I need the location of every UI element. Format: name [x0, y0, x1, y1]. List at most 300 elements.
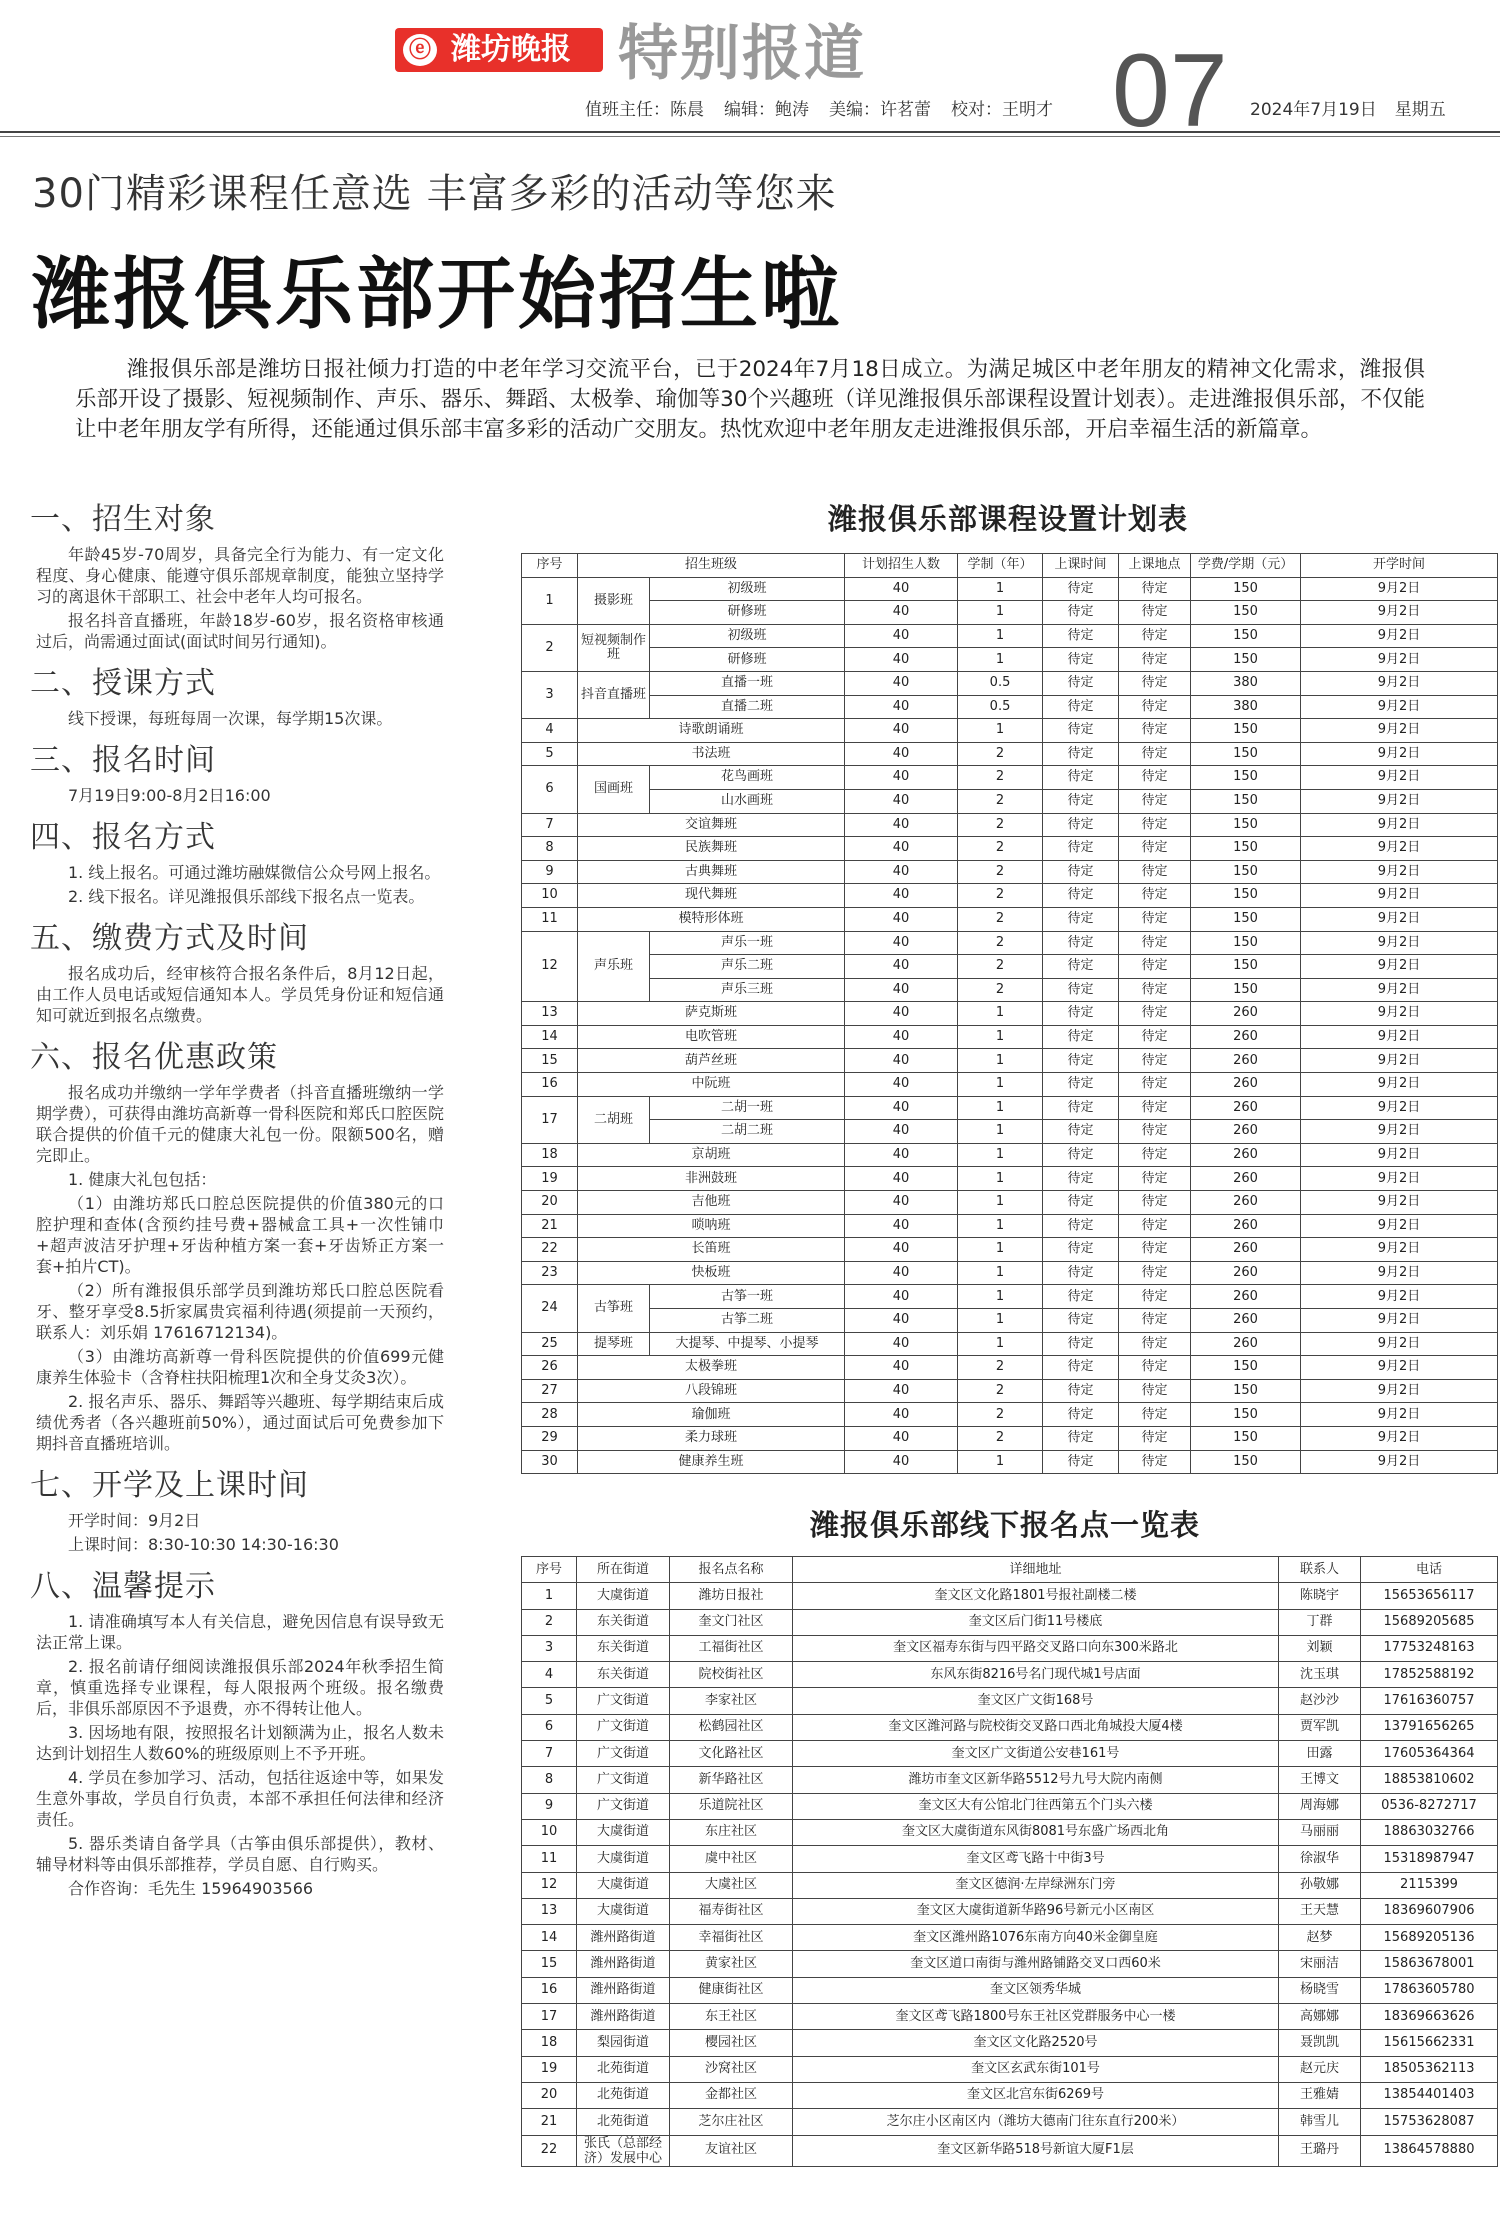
section-paragraph: 2. 线下报名。详见潍报俱乐部线下报名点一览表。	[68, 887, 425, 906]
table-cell: 直播一班	[650, 671, 845, 695]
table-cell: 18369663626	[1361, 2004, 1498, 2030]
table-cell: 潍州路街道	[577, 2004, 670, 2030]
table-cell: 40	[845, 1285, 958, 1309]
table-row	[522, 955, 1498, 979]
course-number: 29	[522, 1426, 578, 1450]
table-cell: 奎文区文化路1801号报社副楼二楼	[793, 1583, 1279, 1609]
table-cell: 260	[1191, 1167, 1301, 1191]
table-cell: 150	[1191, 1426, 1301, 1450]
table-cell: 260	[1191, 1049, 1301, 1073]
course-number: 27	[522, 1379, 578, 1403]
table-cell: 待定	[1119, 1285, 1191, 1309]
table-row	[522, 719, 1498, 743]
section-paragraph: 开学时间：9月2日	[68, 1511, 201, 1530]
table-row	[522, 1767, 1498, 1793]
section-heading: 五、缴费方式及时间	[30, 921, 309, 956]
table-cell: 徐淑华	[1279, 1846, 1361, 1872]
table-cell: 8	[522, 1767, 577, 1793]
table-cell: 40	[845, 907, 958, 931]
table-header-row	[522, 1557, 1498, 1583]
course-number: 22	[522, 1238, 578, 1262]
table-row	[522, 860, 1498, 884]
course-number: 11	[522, 907, 578, 931]
table-cell: 待定	[1043, 648, 1119, 672]
column-header: 学费/学期（元）	[1191, 554, 1301, 578]
table-cell: 长笛班	[578, 1238, 845, 1262]
table-cell: 东关街道	[577, 1609, 670, 1635]
table-cell: 待定	[1119, 1049, 1191, 1073]
column-header: 序号	[522, 1557, 577, 1583]
table-cell: 150	[1191, 978, 1301, 1002]
header-rule-thin	[0, 136, 1500, 137]
table-cell: 40	[845, 1450, 958, 1474]
table-cell: 待定	[1043, 1426, 1119, 1450]
table-cell: 13791656265	[1361, 1714, 1498, 1740]
table-cell: 9月2日	[1301, 742, 1498, 766]
section-heading: 七、开学及上课时间	[30, 1468, 309, 1503]
table-cell: 150	[1191, 789, 1301, 813]
column-header: 所在街道	[577, 1557, 670, 1583]
table-cell: 待定	[1119, 907, 1191, 931]
table-cell: 4	[522, 1662, 577, 1688]
table-cell: 刘颖	[1279, 1635, 1361, 1661]
table-cell: 东王社区	[670, 2004, 793, 2030]
table-cell: 2115399	[1361, 1872, 1498, 1898]
table-cell: 40	[845, 601, 958, 625]
table-cell: 260	[1191, 1309, 1301, 1333]
credit-duty-chief: 值班主任：陈晨	[585, 100, 704, 120]
table-cell: 待定	[1043, 1214, 1119, 1238]
table-cell: 待定	[1119, 1073, 1191, 1097]
table-cell: 黄家社区	[670, 1951, 793, 1977]
table-cell: 17616360757	[1361, 1688, 1498, 1714]
course-number: 13	[522, 1002, 578, 1026]
table-cell: 150	[1191, 624, 1301, 648]
table-cell: 待定	[1043, 1120, 1119, 1144]
table-cell: 9月2日	[1301, 1025, 1498, 1049]
table-cell: 9月2日	[1301, 1002, 1498, 1026]
course-number: 30	[522, 1450, 578, 1474]
table-cell: 北苑街道	[577, 2082, 670, 2108]
table-cell: 2	[958, 1403, 1043, 1427]
table-cell: 1	[958, 1285, 1043, 1309]
table-cell: 9月2日	[1301, 1285, 1498, 1309]
table-cell: 待定	[1119, 1379, 1191, 1403]
table-cell: 40	[845, 884, 958, 908]
table-row	[522, 1403, 1498, 1427]
section-paragraph: 线下授课，每班每周一次课，每学期15次课。	[68, 709, 393, 728]
table-cell: 电吹管班	[578, 1025, 845, 1049]
table-row	[522, 1450, 1498, 1474]
table-cell: 待定	[1043, 978, 1119, 1002]
table-cell: 待定	[1119, 1356, 1191, 1380]
table-cell: 6	[522, 1714, 577, 1740]
section-paragraph: （3）由潍坊高新尊一骨科医院提供的价值699元健康养生体验卡（含脊柱扶阳梳理1次和全身艾灸3次）。	[36, 1347, 444, 1387]
table-cell: 9月2日	[1301, 1238, 1498, 1262]
table-cell: 韩雪儿	[1279, 2109, 1361, 2135]
newspaper-logo	[395, 28, 603, 72]
table-cell: 9月2日	[1301, 884, 1498, 908]
table-cell: 40	[845, 1025, 958, 1049]
course-category: 提琴班	[578, 1332, 650, 1356]
table-cell: 待定	[1043, 601, 1119, 625]
table-cell: 八段锦班	[578, 1379, 845, 1403]
table-cell: 广文街道	[577, 1741, 670, 1767]
section-paragraph: 年龄45岁-70周岁，具备完全行为能力、有一定文化程度、身心健康、能遵守俱乐部规章制度，能独立坚持学习的离退休干部职工、社会中老年人均可报名。	[36, 545, 444, 606]
table-cell: 150	[1191, 837, 1301, 861]
table-cell: 10	[522, 1819, 577, 1845]
table-cell: 待定	[1043, 1167, 1119, 1191]
table-cell: 待定	[1119, 1214, 1191, 1238]
table-row	[522, 766, 1498, 790]
header-rule	[0, 131, 1500, 133]
table-cell: 声乐三班	[650, 978, 845, 1002]
table-row	[522, 1977, 1498, 2003]
table-cell: 260	[1191, 1191, 1301, 1215]
table-cell: 聂凯凯	[1279, 2030, 1361, 2056]
table-cell: 待定	[1119, 1332, 1191, 1356]
table-cell: 18369607906	[1361, 1898, 1498, 1924]
table-cell: 奎文区潍河路与院校街交叉路口西北角城投大厦4楼	[793, 1714, 1279, 1740]
table-cell: 待定	[1119, 695, 1191, 719]
table-cell: 3	[522, 1635, 577, 1661]
table-cell: 奎文区潍州路1076东南方向40米金御皇庭	[793, 1925, 1279, 1951]
table-cell: 15	[522, 1951, 577, 1977]
table-cell: 交谊舞班	[578, 813, 845, 837]
table-cell: 150	[1191, 1450, 1301, 1474]
table-cell: 瑜伽班	[578, 1403, 845, 1427]
table-cell: 潍坊日报社	[670, 1583, 793, 1609]
article-intro: 潍报俱乐部是潍坊日报社倾力打造的中老年学习交流平台，已于2024年7月18日成立。为满足城区中老年朋友的精神文化需求，潍报俱乐部开设了摄影、短视频制作、声乐、器乐、舞蹈、太极拳、瑜伽等30个兴趣班（详见潍报俱乐部课程设置计划表）。走进潍报俱乐部，不仅能让中老年朋友学有所得，还能通过俱乐部丰富多彩的活动广交朋友。热忱欢迎中老年朋友走进潍报俱乐部，开启幸福生活的新篇章。	[75, 357, 1425, 442]
table-cell: 9	[522, 1793, 577, 1819]
editor-credits	[585, 95, 1073, 120]
table-cell: 待定	[1119, 884, 1191, 908]
table-cell: 9月2日	[1301, 1143, 1498, 1167]
table-cell: 40	[845, 742, 958, 766]
table-cell: 王璐丹	[1279, 2135, 1361, 2166]
table-row	[522, 907, 1498, 931]
section-heading: 三、报名时间	[30, 743, 216, 778]
table-cell: 40	[845, 789, 958, 813]
table-cell: 陈晓宇	[1279, 1583, 1361, 1609]
table-cell: 150	[1191, 955, 1301, 979]
table-cell: 待定	[1043, 1261, 1119, 1285]
table-cell: 9月2日	[1301, 624, 1498, 648]
table-cell: 待定	[1043, 1002, 1119, 1026]
section-name: 特别报道	[618, 19, 866, 89]
column-header: 序号	[522, 554, 578, 578]
table-cell: 待定	[1043, 1096, 1119, 1120]
table-row	[522, 1925, 1498, 1951]
table-cell: 太极拳班	[578, 1356, 845, 1380]
table-cell: 9月2日	[1301, 813, 1498, 837]
table-cell: 周海娜	[1279, 1793, 1361, 1819]
table-cell: 9月2日	[1301, 1191, 1498, 1215]
table-cell: 260	[1191, 1285, 1301, 1309]
table-cell: 150	[1191, 931, 1301, 955]
table-cell: 广文街道	[577, 1793, 670, 1819]
table-cell: 260	[1191, 1025, 1301, 1049]
table-row	[522, 1238, 1498, 1262]
table-cell: 现代舞班	[578, 884, 845, 908]
table-row	[522, 2082, 1498, 2108]
table-cell: 奎文门社区	[670, 1609, 793, 1635]
table-cell: 广文街道	[577, 1688, 670, 1714]
table-row	[522, 1025, 1498, 1049]
table-cell: 1	[958, 1332, 1043, 1356]
table-cell: 待定	[1043, 884, 1119, 908]
table-row	[522, 1049, 1498, 1073]
table-cell: 1	[958, 624, 1043, 648]
table-cell: 2	[522, 1609, 577, 1635]
table-cell: 9月2日	[1301, 601, 1498, 625]
table-cell: 古筝一班	[650, 1285, 845, 1309]
table-cell: 葫芦丝班	[578, 1049, 845, 1073]
column-header: 开学时间	[1301, 554, 1498, 578]
table-cell: 张氏（总部经济）发展中心	[577, 2135, 670, 2166]
table-cell: 150	[1191, 742, 1301, 766]
table-cell: 9月2日	[1301, 789, 1498, 813]
table-row	[522, 1662, 1498, 1688]
course-number: 1	[522, 577, 578, 624]
table-row	[522, 1143, 1498, 1167]
course-category: 国画班	[578, 766, 650, 813]
column-header: 报名点名称	[670, 1557, 793, 1583]
table-row	[522, 1073, 1498, 1097]
table-cell: 大虞街道	[577, 1819, 670, 1845]
table-cell: 奎文区后门街11号楼底	[793, 1609, 1279, 1635]
table-row	[522, 1309, 1498, 1333]
table-cell: 40	[845, 1309, 958, 1333]
table-cell: 奎文区大虞街道东风街8081号东盛广场西北角	[793, 1819, 1279, 1845]
table-cell: 40	[845, 1356, 958, 1380]
table-cell: 贾军凯	[1279, 1714, 1361, 1740]
table-cell: 1	[958, 648, 1043, 672]
credit-proofreader: 校对：王明才	[951, 100, 1053, 120]
table-cell: 梨园街道	[577, 2030, 670, 2056]
table-cell: 9月2日	[1301, 907, 1498, 931]
table-row	[522, 1609, 1498, 1635]
table-cell: 40	[845, 1379, 958, 1403]
table-cell: 待定	[1043, 719, 1119, 743]
table-cell: 1	[958, 601, 1043, 625]
table-cell: 9月2日	[1301, 719, 1498, 743]
section-paragraph: 7月19日9:00-8月2日16:00	[68, 786, 271, 805]
table-cell: 研修班	[650, 648, 845, 672]
table-cell: 工福街社区	[670, 1635, 793, 1661]
credit-art-editor: 美编：许茗蕾	[829, 100, 931, 120]
table-row	[522, 1096, 1498, 1120]
table-cell: 潍坊市奎文区新华路5512号九号大院内南侧	[793, 1767, 1279, 1793]
section-paragraph: 1. 线上报名。可通过潍坊融媒微信公众号网上报名。	[68, 863, 441, 882]
table-cell: 大提琴、中提琴、小提琴	[650, 1332, 845, 1356]
dateline	[1250, 95, 1464, 120]
table-cell: 1	[958, 1025, 1043, 1049]
table-cell: 9月2日	[1301, 1379, 1498, 1403]
table-cell: 待定	[1119, 813, 1191, 837]
table-cell: 待定	[1119, 1261, 1191, 1285]
table-cell: 9月2日	[1301, 1073, 1498, 1097]
table-cell: 2	[958, 931, 1043, 955]
table-row	[522, 813, 1498, 837]
column-header: 联系人	[1279, 1557, 1361, 1583]
table-cell: 15318987947	[1361, 1846, 1498, 1872]
table-cell: 奎文区福寿东街与四平路交叉路口向东300米路北	[793, 1635, 1279, 1661]
table-cell: 诗歌朗诵班	[578, 719, 845, 743]
table-cell: 待定	[1119, 719, 1191, 743]
table-cell: 快板班	[578, 1261, 845, 1285]
table-cell: 1	[958, 1261, 1043, 1285]
enrollment-notes-column	[30, 488, 450, 1902]
table-cell: 40	[845, 1073, 958, 1097]
table-cell: 待定	[1043, 1238, 1119, 1262]
table-cell: 17863605780	[1361, 1977, 1498, 2003]
table-cell: 21	[522, 2109, 577, 2135]
table-cell: 1	[958, 1096, 1043, 1120]
table-cell: 待定	[1119, 624, 1191, 648]
table-cell: 待定	[1119, 789, 1191, 813]
table-cell: 田露	[1279, 1741, 1361, 1767]
table-cell: 9月2日	[1301, 1426, 1498, 1450]
table-cell: 赵元庆	[1279, 2056, 1361, 2082]
table-cell: 奎文区大有公馆北门往西第五个门头六楼	[793, 1793, 1279, 1819]
table-cell: 待定	[1119, 931, 1191, 955]
table-cell: 150	[1191, 884, 1301, 908]
table-cell: 5	[522, 1688, 577, 1714]
table-cell: 李家社区	[670, 1688, 793, 1714]
table-cell: 研修班	[650, 601, 845, 625]
table-cell: 初级班	[650, 577, 845, 601]
table-cell: 40	[845, 1191, 958, 1215]
table-cell: 潍州路街道	[577, 1977, 670, 2003]
table-cell: 大虞街道	[577, 1872, 670, 1898]
table-cell: 1	[958, 719, 1043, 743]
table-row	[522, 884, 1498, 908]
table-cell: 150	[1191, 907, 1301, 931]
course-category: 短视频制作班	[578, 624, 650, 671]
course-number: 4	[522, 719, 578, 743]
table-cell: 吉他班	[578, 1191, 845, 1215]
table-cell: 9月2日	[1301, 955, 1498, 979]
section-heading: 一、招生对象	[30, 502, 216, 537]
table-cell: 二胡二班	[650, 1120, 845, 1144]
table-cell: 奎文区新华路518号新谊大厦F1层	[793, 2135, 1279, 2166]
table-cell: 9月2日	[1301, 1450, 1498, 1474]
table-cell: 40	[845, 624, 958, 648]
table-cell: 待定	[1043, 789, 1119, 813]
course-number: 17	[522, 1096, 578, 1143]
table-cell: 待定	[1043, 766, 1119, 790]
table-cell: 中阮班	[578, 1073, 845, 1097]
table-cell: 15689205136	[1361, 1925, 1498, 1951]
column-header: 详细地址	[793, 1557, 1279, 1583]
table-cell: 王雅婧	[1279, 2082, 1361, 2108]
table-cell: 150	[1191, 719, 1301, 743]
table-cell: 健康养生班	[578, 1450, 845, 1474]
table-cell: 待定	[1043, 1332, 1119, 1356]
table-cell: 古筝二班	[650, 1309, 845, 1333]
course-number: 9	[522, 860, 578, 884]
table-cell: 非洲鼓班	[578, 1167, 845, 1191]
table-cell: 1	[958, 1002, 1043, 1026]
table-cell: 待定	[1119, 1167, 1191, 1191]
table-cell: 2	[958, 742, 1043, 766]
table-cell: 9月2日	[1301, 860, 1498, 884]
table-cell: 18853810602	[1361, 1767, 1498, 1793]
table-cell: 7	[522, 1741, 577, 1767]
table-row	[522, 1951, 1498, 1977]
table-cell: 40	[845, 1002, 958, 1026]
table-cell: 东关街道	[577, 1662, 670, 1688]
table-cell: 待定	[1043, 955, 1119, 979]
table-cell: 北苑街道	[577, 2109, 670, 2135]
table-row	[522, 2135, 1498, 2166]
table-cell: 260	[1191, 1096, 1301, 1120]
table-row	[522, 671, 1498, 695]
table-row	[522, 695, 1498, 719]
table-cell: 院校街社区	[670, 1662, 793, 1688]
article-subtitle: 30门精彩课程任意选 丰富多彩的活动等您来	[32, 171, 837, 217]
table-cell: 待定	[1043, 1049, 1119, 1073]
table-cell: 待定	[1043, 671, 1119, 695]
table-cell: 2	[958, 860, 1043, 884]
table-cell: 王博文	[1279, 1767, 1361, 1793]
table-cell: 芝尔庄社区	[670, 2109, 793, 2135]
table-cell: 40	[845, 1426, 958, 1450]
table-row	[522, 789, 1498, 813]
table-cell: 13	[522, 1898, 577, 1924]
course-number: 18	[522, 1143, 578, 1167]
course-number: 2	[522, 624, 578, 671]
course-number: 28	[522, 1403, 578, 1427]
table-cell: 9月2日	[1301, 766, 1498, 790]
table-cell: 150	[1191, 601, 1301, 625]
table-cell: 宋丽洁	[1279, 1951, 1361, 1977]
table-cell: 9月2日	[1301, 671, 1498, 695]
table-cell: 12	[522, 1872, 577, 1898]
table-cell: 18863032766	[1361, 1819, 1498, 1845]
table-cell: 幸福街社区	[670, 1925, 793, 1951]
course-table	[521, 553, 1498, 1474]
table-cell: 15615662331	[1361, 2030, 1498, 2056]
table-cell: 芝尔庄小区南区内（潍坊大德南门往东直行200米）	[793, 2109, 1279, 2135]
table-row	[522, 978, 1498, 1002]
table-cell: 14	[522, 1925, 577, 1951]
course-table-title: 潍报俱乐部课程设置计划表	[828, 502, 1189, 536]
table-cell: 40	[845, 648, 958, 672]
table-cell: 潍州路街道	[577, 1925, 670, 1951]
table-cell: 40	[845, 1049, 958, 1073]
table-cell: 40	[845, 695, 958, 719]
table-cell: 北苑街道	[577, 2056, 670, 2082]
table-cell: 15863678001	[1361, 1951, 1498, 1977]
course-number: 16	[522, 1073, 578, 1097]
table-row	[522, 1793, 1498, 1819]
table-cell: 孙敬娜	[1279, 1872, 1361, 1898]
table-cell: 9月2日	[1301, 1167, 1498, 1191]
table-cell: 9月2日	[1301, 931, 1498, 955]
table-row	[522, 1741, 1498, 1767]
table-cell: 40	[845, 1167, 958, 1191]
table-cell: 初级班	[650, 624, 845, 648]
table-cell: 1	[958, 1214, 1043, 1238]
table-cell: 22	[522, 2135, 577, 2166]
table-cell: 1	[958, 1191, 1043, 1215]
course-number: 26	[522, 1356, 578, 1380]
section-paragraph: 2. 报名声乐、器乐、舞蹈等兴趣班、每学期结束后成绩优秀者（各兴趣班前50%），通过面试后可免费参加下期抖音直播班培训。	[36, 1392, 444, 1453]
section-paragraph: 3. 因场地有限，按照报名计划额满为止，报名人数未达到计划招生人数60%的班级原则上不予开班。	[36, 1723, 444, 1763]
table-cell: 1	[958, 1143, 1043, 1167]
